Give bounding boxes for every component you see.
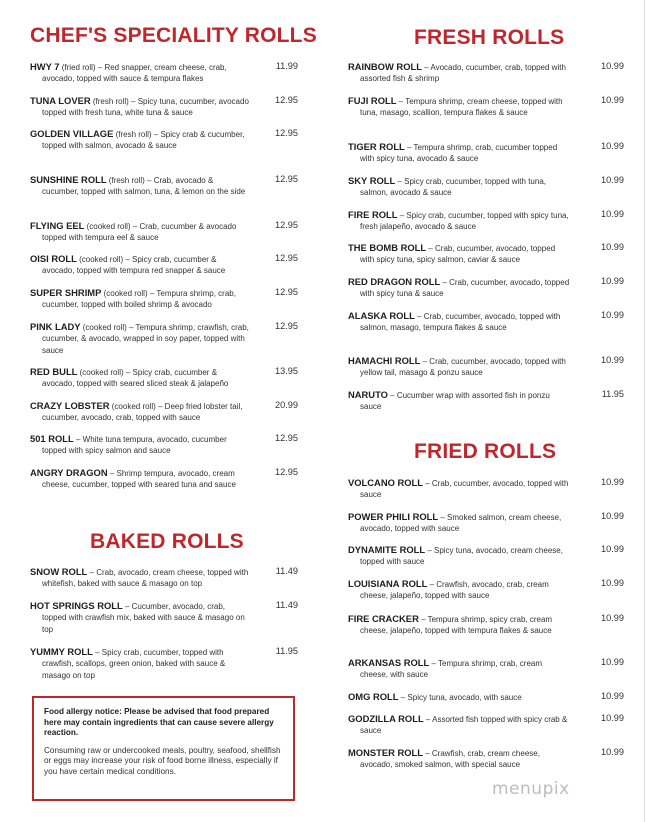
menu-item xyxy=(348,141,624,165)
menu-item xyxy=(30,433,306,457)
menu-item xyxy=(348,657,624,681)
menu-item-text xyxy=(30,220,250,244)
menu-item-name: HOT SPRINGS ROLL xyxy=(30,600,123,611)
menupix-watermark: menupix xyxy=(492,779,570,799)
menu-item-price: 12.95 xyxy=(275,95,298,105)
menu-item-name: SUNSHINE ROLL xyxy=(30,174,107,185)
menu-item-price: 10.99 xyxy=(601,691,624,701)
menu-item-text xyxy=(348,355,570,379)
menu-item-name: SNOW ROLL xyxy=(30,566,88,577)
menu-item-name: ANGRY DRAGON xyxy=(30,467,108,478)
menu-item-description: – Tempura shrimp, crab, cream cheese, with sauce xyxy=(360,659,543,680)
menu-item-price: 12.95 xyxy=(275,321,298,331)
menu-item-roll-type: (cooked roll) xyxy=(80,323,127,332)
menu-item-price: 11.95 xyxy=(275,646,298,656)
allergy-notice xyxy=(32,696,295,801)
menu-item-text xyxy=(348,175,570,199)
menu-item-text xyxy=(348,544,570,568)
menu-item xyxy=(348,691,624,703)
menu-item-roll-type: (fresh roll) xyxy=(90,97,129,106)
menu-item-price: 12.95 xyxy=(275,128,298,138)
menu-item-name: TIGER ROLL xyxy=(348,141,405,152)
menu-item-description: – Tempura shrimp, crab, cucumber, topped with boiled shrimp & avocado xyxy=(42,289,236,310)
menu-item-roll-type: (cooked roll) xyxy=(77,368,124,377)
menu-item xyxy=(30,61,306,85)
menu-item-name: FIRE CRACKER xyxy=(348,613,419,624)
menu-item-name: LOUISIANA ROLL xyxy=(348,578,428,589)
menu-item-price: 12.95 xyxy=(275,433,298,443)
menu-item xyxy=(348,578,624,602)
menu-item-text xyxy=(30,646,250,681)
menu-item-description: – White tuna tempura, avocado, cucumber topped with spicy salmon and sauce xyxy=(42,435,227,456)
menu-item-price: 13.95 xyxy=(275,366,298,376)
menu-item-price: 11.49 xyxy=(275,600,298,610)
menu-item-text xyxy=(348,310,570,334)
menu-item-text xyxy=(348,477,570,501)
menu-item-description: – Spicy tuna, cucumber, avocado topped with fresh tuna, white tuna & sauce xyxy=(42,97,249,118)
menu-item-text xyxy=(348,95,570,119)
menu-item-text xyxy=(348,389,570,413)
menu-item-name: HWY 7 xyxy=(30,61,60,72)
menu-item-description: – Spicy crab, cucumber & avocado, topped with seared sliced steak & jalapeño xyxy=(42,368,229,389)
menu-item-name: FLYING EEL xyxy=(30,220,85,231)
fried-rolls-title: FRIED ROLLS xyxy=(414,440,557,463)
menu-item-text xyxy=(30,174,250,198)
menu-item xyxy=(348,242,624,266)
chefs-speciality-title: CHEF'S SPECIALITY ROLLS xyxy=(30,24,317,47)
menu-item-description: – Spicy crab, cucumber & avocado, topped with tempura red snapper & sauce xyxy=(42,255,226,276)
menu-item-price: 10.99 xyxy=(601,613,624,623)
menu-item xyxy=(30,128,306,152)
menu-item-price: 10.99 xyxy=(601,747,624,757)
menu-item-price: 10.99 xyxy=(601,657,624,667)
menu-item-price: 10.99 xyxy=(601,477,624,487)
menu-item-text xyxy=(348,141,570,165)
menu-item-description: – Smoked salmon, cream cheese, avocado, topped with sauce xyxy=(360,513,562,534)
menu-item-description: – Tempura shrimp, crab, cucumber topped with spicy tuna, avocado & sauce xyxy=(360,143,558,164)
menu-item-name: SKY ROLL xyxy=(348,175,396,186)
menu-item-text xyxy=(348,276,570,300)
menu-item-name: NARUTO xyxy=(348,389,388,400)
menu-item xyxy=(30,321,306,356)
menu-item-text xyxy=(348,209,570,233)
menu-item xyxy=(348,61,624,85)
menu-item-name: RAINBOW ROLL xyxy=(348,61,422,72)
menu-item-name: GODZILLA ROLL xyxy=(348,713,424,724)
menu-item-description: – Red snapper, cream cheese, crab, avocado, topped with sauce & tempura flakes xyxy=(42,63,227,84)
menu-item xyxy=(30,467,306,491)
menu-item-name: PINK LADY xyxy=(30,321,81,332)
menu-item-price: 12.95 xyxy=(275,253,298,263)
menu-item xyxy=(348,389,624,413)
menu-item-text xyxy=(348,578,570,602)
menu-item-text xyxy=(348,747,570,771)
menu-item xyxy=(30,400,306,424)
menu-item-name: VOLCANO ROLL xyxy=(348,477,423,488)
fresh-rolls-title: FRESH ROLLS xyxy=(414,26,565,49)
menu-item xyxy=(348,310,624,334)
menu-item xyxy=(348,355,624,379)
menu-item xyxy=(30,366,306,390)
menu-item-text xyxy=(30,287,250,311)
menu-item-text xyxy=(30,95,250,119)
menu-item-roll-type: (cooked roll) xyxy=(101,289,148,298)
page-edge-divider xyxy=(644,0,645,822)
menu-item-price: 12.95 xyxy=(275,287,298,297)
menu-item-text xyxy=(30,321,250,356)
menu-item-text xyxy=(348,713,570,737)
menu-item xyxy=(348,175,624,199)
menu-item-description: – Crab, cucumber, avocado, topped with spicy tuna, spicy salmon, caviar & sauce xyxy=(360,244,556,265)
menu-item-text xyxy=(30,253,250,277)
menu-item xyxy=(30,600,306,635)
menu-item-text xyxy=(30,566,250,590)
menu-item-price: 10.99 xyxy=(601,713,624,723)
menu-item-price: 12.95 xyxy=(275,220,298,230)
menu-item-price: 12.95 xyxy=(275,467,298,477)
menu-item-description: – Spicy tuna, avocado, cream cheese, topped with sauce xyxy=(360,546,563,567)
menu-item-name: DYNAMITE ROLL xyxy=(348,544,426,555)
menu-item-name: 501 ROLL xyxy=(30,433,74,444)
menu-item xyxy=(30,95,306,119)
menu-item-name: FUJI ROLL xyxy=(348,95,397,106)
menu-item xyxy=(30,253,306,277)
menu-item-price: 10.99 xyxy=(601,242,624,252)
menu-item-text xyxy=(30,400,250,424)
menu-item-roll-type: (cooked roll) xyxy=(76,255,124,264)
menu-item-text xyxy=(348,691,570,703)
menu-item xyxy=(348,613,624,637)
menu-item xyxy=(348,544,624,568)
menu-item-text xyxy=(348,657,570,681)
menu-item-text xyxy=(30,600,250,635)
menu-item xyxy=(348,209,624,233)
menu-item-roll-type: (fresh roll) xyxy=(113,130,152,139)
menu-item-description: – Avocado, cucumber, crab, topped with assorted fish & shrimp xyxy=(360,63,566,84)
menu-item-price: 10.99 xyxy=(601,95,624,105)
menu-item xyxy=(30,220,306,244)
menu-item-name: SUPER SHRIMP xyxy=(30,287,102,298)
menu-item-name: CRAZY LOBSTER xyxy=(30,400,110,411)
menu-item-description: – Tempura shrimp, spicy crab, cream cheese, jalapeño, topped with tempura flakes & sauce xyxy=(360,615,553,636)
menu-item-price: 11.99 xyxy=(275,61,298,71)
menu-item-name: OISI ROLL xyxy=(30,253,77,264)
menu-item-roll-type: (cooked roll) xyxy=(84,222,131,231)
menu-item-name: RED DRAGON ROLL xyxy=(348,276,441,287)
menu-item-name: TUNA LOVER xyxy=(30,95,91,106)
menu-item-text xyxy=(30,366,250,390)
menu-item xyxy=(30,287,306,311)
menu-item-description: – Cucumber wrap with assorted fish in ponzu sauce xyxy=(360,391,550,412)
menu-item-name: MONSTER ROLL xyxy=(348,747,423,758)
menu-item-description: – Deep fried lobster tail, cucumber, avocado, crab, topped with sauce xyxy=(42,402,243,423)
menu-item-description: – Crab, avocado & cucumber, topped with salmon, tuna, & lemon on the side xyxy=(42,176,246,197)
menu-item xyxy=(348,95,624,119)
menu-item xyxy=(348,747,624,771)
menu-item-description: – Crawfish, avocado, crab, cream cheese, jalapeño, topped with sauce xyxy=(360,580,549,601)
menu-item-price: 10.99 xyxy=(601,175,624,185)
menu-item-price: 10.99 xyxy=(601,511,624,521)
menu-item xyxy=(30,174,306,198)
menu-item-name: FIRE ROLL xyxy=(348,209,398,220)
menu-item-name: RED BULL xyxy=(30,366,78,377)
menu-item-price: 10.99 xyxy=(601,141,624,151)
menu-item-description: – Shrimp tempura, avocado, cream cheese, cucumber, topped with seared tuna and sauce xyxy=(42,469,236,490)
menu-item-name: HAMACHI ROLL xyxy=(348,355,421,366)
menu-item-name: ALASKA ROLL xyxy=(348,310,415,321)
baked-rolls-title: BAKED ROLLS xyxy=(90,530,244,553)
menu-item xyxy=(30,566,306,590)
menu-item-price: 10.99 xyxy=(601,355,624,365)
menu-item-description: – Spicy crab, cucumber, topped with crawfish, scallops, green onion, baked with sauce & masago on top xyxy=(42,648,226,680)
menu-item-description: – Crab, cucumber & avocado topped with tempura eel & sauce xyxy=(42,222,237,243)
menu-item-description: – Assorted fish topped with spicy crab & sauce xyxy=(360,715,568,736)
menu-item-name: OMG ROLL xyxy=(348,691,399,702)
allergy-notice-text: Consuming raw or undercooked meals, poultry, seafood, shellfish or eggs may increase your risk of food borne illness, especially if you have certain medical conditions. xyxy=(44,745,281,776)
menu-item-text xyxy=(348,613,570,637)
menu-item-description: – Spicy tuna, avocado, with sauce xyxy=(398,693,522,702)
menu-item xyxy=(30,646,306,681)
menu-item-name: GOLDEN VILLAGE xyxy=(30,128,114,139)
menu-item-description: – Spicy crab & cucumber, topped with salmon, avocado & sauce xyxy=(42,130,245,151)
menu-item-price: 10.99 xyxy=(601,544,624,554)
menu-item-price: 10.99 xyxy=(601,310,624,320)
menu-item-price: 12.95 xyxy=(275,174,298,184)
menu-item-description: – Spicy crab, cucumber, topped with tuna, salmon, avocado & sauce xyxy=(360,177,546,198)
menu-item-text xyxy=(30,433,250,457)
menu-item-name: POWER PHILI ROLL xyxy=(348,511,439,522)
menu-item-name: THE BOMB ROLL xyxy=(348,242,427,253)
menu-item-price: 10.99 xyxy=(601,276,624,286)
menu-item-price: 10.99 xyxy=(601,578,624,588)
menu-item xyxy=(348,477,624,501)
menu-item-roll-type: (fried roll) xyxy=(59,63,96,72)
menu-item-description: – Crab, cucumber, avocado, topped with spicy tuna & sauce xyxy=(360,278,570,299)
menu-item-description: – Crab, avocado, cream cheese, topped with whitefish, baked with sauce & masago on top xyxy=(42,568,249,589)
menu-item-price: 10.99 xyxy=(601,61,624,71)
menu-item-text xyxy=(30,128,250,152)
menu-item-name: YUMMY ROLL xyxy=(30,646,93,657)
menu-item-description: – Spicy crab, cucumber, topped with spicy tuna, fresh jalapeño, avocado & sauce xyxy=(360,211,569,232)
allergy-notice-heading: Food allergy notice: Please be advised that food prepared here may contain ingredients that can cause severe allergy reaction. xyxy=(44,707,274,738)
menu-item xyxy=(348,713,624,737)
menu-item-name: ARKANSAS ROLL xyxy=(348,657,430,668)
menu-item-description: – Crab, cucumber, avocado, topped with yellow tail, masago & ponzu sauce xyxy=(360,357,566,378)
menu-item-price: 11.49 xyxy=(275,566,298,576)
menu-item-description: – Crawfish, crab, cream cheese, avocado, smoked salmon, with special sauce xyxy=(360,749,540,770)
menu-item-description: – Tempura shrimp, crawfish, crab, cucumber, & avocado, wrapped in soy paper, topped with sauce xyxy=(42,323,249,355)
menu-item-text xyxy=(30,467,250,491)
menu-item-text xyxy=(348,511,570,535)
menu-item-price: 10.99 xyxy=(601,209,624,219)
menu-item-description: – Cucumber, avocado, crab, topped with crawfish mix, baked with sauce & masago on top xyxy=(42,602,245,634)
menu-item-description: – Crab, cucumber, avocado, topped with sauce xyxy=(360,479,569,500)
menu-item-price: 11.95 xyxy=(601,389,624,399)
menu-item-roll-type: (fresh roll) xyxy=(106,176,145,185)
menu-item-text xyxy=(348,242,570,266)
menu-item-price: 20.99 xyxy=(275,400,298,410)
menu-item-text xyxy=(348,61,570,85)
menu-item-description: – Crab, cucumber, avocado, topped with salmon, masago, tempura flakes & sauce xyxy=(360,312,561,333)
menu-item-description: – Tempura shrimp, cream cheese, topped with tuna, masago, scallion, tempura flakes & sauce xyxy=(360,97,563,118)
menu-item xyxy=(348,276,624,300)
menu-item-text xyxy=(30,61,250,85)
menu-item-roll-type: (cooked roll) xyxy=(109,402,156,411)
menu-item xyxy=(348,511,624,535)
